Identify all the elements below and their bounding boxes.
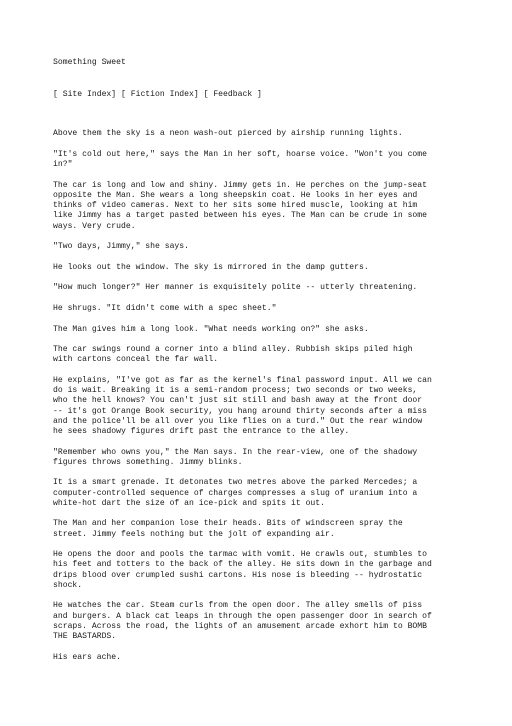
- document-page: [53, 58, 483, 673]
- paragraph: "Two days, Jimmy," she says.: [53, 242, 189, 252]
- nav-separator: ] [: [111, 90, 131, 100]
- paragraph: It is a smart grenade. It detonates two metres above the parked Mercedes; a computer-controlled sequence of charges compresses a slug of uranium into a white-hot dart the size of an ice-pick and spits it out.: [53, 478, 418, 508]
- paragraph: The Man and her companion lose their heads. Bits of windscreen spray the street. Jimmy feels nothing but the jolt of expanding air.: [53, 519, 403, 539]
- nav-links: [53, 90, 483, 100]
- paragraph: He explains, "I've got as far as the kernel's final password input. All we can do is wait. Breaking it is a semi-random process; two seconds or two weeks, who the hell knows? You can't just sit still and bash away at the front door -- it's got Orange Book security, you hang around thirty seconds after a miss and the police'll be all over you like flies on a turd." Out the rear window he sees shadowy figures drift past the entrance to the alley.: [53, 375, 432, 436]
- paragraph: He shrugs. "It didn't come with a spec sheet.": [53, 303, 277, 313]
- paragraph: He watches the car. Steam curls from the open door. The alley smells of piss and burgers. A black cat leaps in through the open passenger door in search of scraps. Across the road, the lights of an amusement arcade exhort him to BOMB THE BASTARDS.: [53, 601, 432, 641]
- fiction-index-link[interactable]: Fiction Index: [130, 90, 194, 100]
- paragraph: His ears ache.: [53, 652, 121, 662]
- story-body: [53, 129, 483, 662]
- paragraph: "How much longer?" Her manner is exquisitely polite -- utterly threatening.: [53, 283, 418, 293]
- paragraph: The car is long and low and shiny. Jimmy gets in. He perches on the jump-seat opposite the Man. She wears a long sheepskin coat. He looks in her eyes and thinks of video cameras. Next to her sits some hired muscle, looking at him like Jimmy has a target pasted between his eyes. The Man can be crude in some ways. Very crude.: [53, 180, 427, 231]
- paragraph: Above them the sky is a neon wash-out pierced by airship running lights.: [53, 129, 403, 139]
- nav-bracket-open: [: [53, 90, 63, 100]
- paragraph: The car swings round a corner into a blind alley. Rubbish skips piled high with cartons conceal the far wall.: [53, 345, 413, 365]
- story-title: Something Sweet: [53, 58, 126, 67]
- paragraph: "Remember who owns you," the Man says. In the rear-view, one of the shadowy figures throws something. Jimmy blinks.: [53, 447, 418, 467]
- feedback-link[interactable]: Feedback: [213, 90, 253, 100]
- paragraph: "It's cold out here," says the Man in her soft, hoarse voice. "Won't you come in?": [53, 149, 427, 170]
- nav-bracket-close: ]: [252, 90, 262, 100]
- paragraph: The Man gives him a long look. "What needs working on?" she asks.: [53, 324, 369, 334]
- site-index-link[interactable]: Site Index: [62, 90, 112, 100]
- paragraph: He opens the door and pools the tarmac with vomit. He crawls out, stumbles to his feet and totters to the back of the alley. He sits down in the garbage and drips blood over crumpled sushi cartons. His nose is bleeding -- hydrostatic shock.: [53, 550, 432, 590]
- paragraph: He looks out the window. The sky is mirrored in the damp gutters.: [53, 262, 369, 272]
- nav-separator: ] [: [193, 90, 214, 100]
